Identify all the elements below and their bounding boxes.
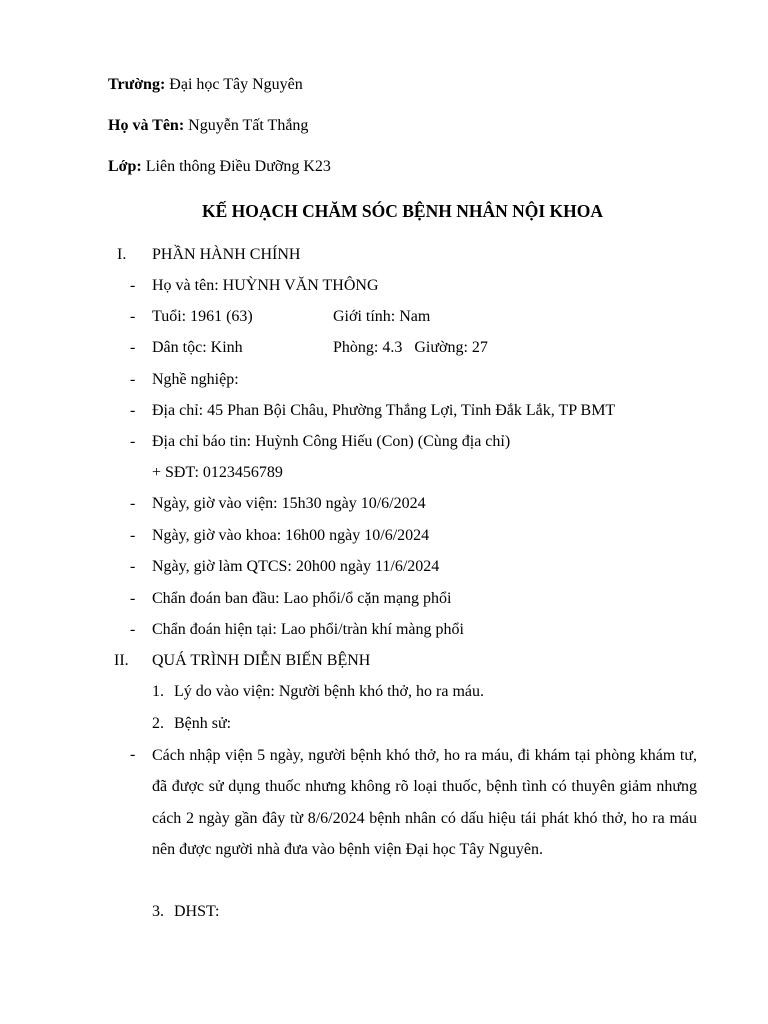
dash-bullet: -: [130, 339, 136, 356]
contact-phone: + SĐT: 0123456789: [152, 464, 283, 481]
class-line: [108, 157, 331, 177]
dash-bullet: -: [130, 495, 136, 512]
dash-bullet: -: [130, 433, 136, 450]
school-value: Đại học Tây Nguyên: [169, 76, 303, 93]
dash-bullet: -: [130, 746, 136, 763]
document-title: KẾ HOẠCH CHĂM SÓC BỆNH NHÂN NỘI KHOA: [201, 201, 604, 221]
dash-bullet: -: [130, 558, 136, 575]
room-bed: Phòng: 4.3 Giường: 27: [333, 339, 488, 356]
dash-bullet: -: [130, 277, 136, 294]
qtcs-time: Ngày, giờ làm QTCS: 20h00 ngày 11/6/2024: [152, 558, 440, 575]
dash-bullet: -: [130, 402, 136, 419]
dash-bullet: -: [130, 371, 136, 388]
item1-number: 1.: [152, 683, 164, 700]
item3-number: 3.: [152, 903, 164, 920]
dash-bullet: -: [130, 590, 136, 607]
section1-marker: I.: [117, 246, 127, 263]
section2-marker: II.: [114, 652, 129, 669]
history-heading: Bệnh sử:: [174, 715, 232, 732]
vital-signs-heading: DHST:: [174, 903, 220, 920]
admit-hospital-time: Ngày, giờ vào viện: 15h30 ngày 10/6/2024: [152, 495, 426, 512]
name-value: Nguyễn Tất Thắng: [188, 117, 309, 134]
school-label: Trường:: [108, 76, 166, 93]
patient-gender: Giới tính: Nam: [333, 308, 431, 325]
patient-address: Địa chỉ: 45 Phan Bội Châu, Phường Thắng Lợi, Tỉnh Đắk Lắk, TP BMT: [152, 402, 616, 419]
current-diagnosis: Chẩn đoán hiện tại: Lao phổi/tràn khí màng phổi: [152, 621, 464, 638]
name-label: Họ và Tên:: [108, 117, 185, 134]
patient-occupation: Nghề nghiệp:: [152, 371, 239, 388]
admission-reason: Lý do vào viện: Người bệnh khó thở, ho ra máu.: [174, 683, 484, 700]
initial-diagnosis: Chẩn đoán ban đầu: Lao phổi/ổ cặn mạng phổi: [152, 590, 452, 607]
patient-age: Tuổi: 1961 (63): [152, 308, 253, 325]
name-line: [108, 116, 308, 136]
medical-history-paragraph: Cách nhập viện 5 ngày, người bệnh khó thở, ho ra máu, đi khám tại phòng khám tư, đã được sử dụng thuốc nhưng không rõ loại thuốc, bệnh tình có thuyên giảm nhưng cách 2 ngày gần đây từ 8/6/2024 bệnh nhân có dấu hiệu tái phát khó thở, ho ra máu nên được người nhà đưa vào bệnh viện Đại học Tây Nguyên.: [152, 747, 697, 859]
admit-ward-time: Ngày, giờ vào khoa: 16h00 ngày 10/6/2024: [152, 527, 430, 544]
school-line: [108, 75, 303, 95]
patient-name: Họ và tên: HUỲNH VĂN THÔNG: [152, 277, 379, 294]
class-label: Lớp:: [108, 158, 142, 175]
dash-bullet: -: [130, 308, 136, 325]
dash-bullet: -: [130, 621, 136, 638]
item2-number: 2.: [152, 715, 164, 732]
class-value: Liên thông Điều Dưỡng K23: [145, 158, 331, 175]
contact-address: Địa chỉ báo tin: Huỳnh Công Hiếu (Con) (Cùng địa chỉ): [152, 433, 511, 450]
section2-heading: QUÁ TRÌNH DIỄN BIẾN BỆNH: [152, 652, 371, 669]
dash-bullet: -: [130, 527, 136, 544]
section1-heading: PHẦN HÀNH CHÍNH: [152, 246, 301, 263]
patient-ethnicity: Dân tộc: Kinh: [152, 339, 243, 356]
